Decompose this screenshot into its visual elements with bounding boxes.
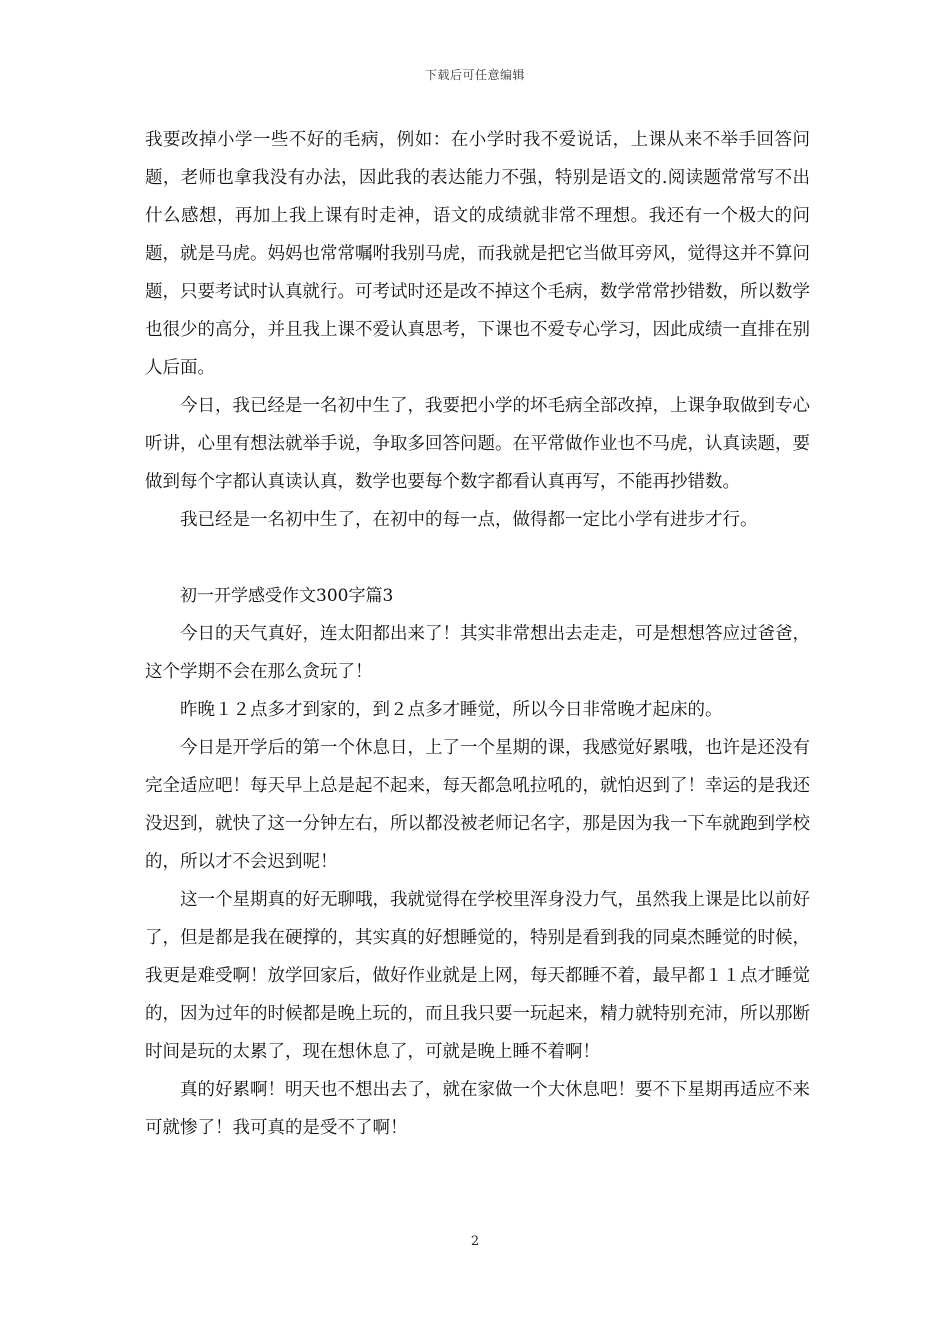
paragraph-4: 今日的天气真好，连太阳都出来了！其实非常想出去走走，可是想想答应过爸爸，这个学期不会在那么贪玩了！ <box>145 624 810 682</box>
page-header: 下载后可任意编辑 <box>424 68 525 82</box>
paragraph-8: 真的好累啊！明天也不想出去了，就在家做一个大休息吧！要不下星期再适应不来可就惨了！我可真的是受不了啊！ <box>145 1080 810 1138</box>
paragraph-7: 这一个星期真的好无聊哦，我就觉得在学校里浑身没力气，虽然我上课是比以前好了，但是都是我在硬撑的，其实真的好想睡觉的，特别是看到我的同桌杰睡觉的时候，我更是难受啊！放学回家后，做好作业就是上网，每天都睡不着，最早都１１点才睡觉的，因为过年的时候都是晚上玩的，而且我只要一玩起来，精力就特别充沛，所以那断时间是玩的太累了，现在想休息了，可就是晚上睡不着啊！ <box>145 890 810 1062</box>
paragraph-5: 昨晚１２点多才到家的，到２点多才睡觉，所以今日非常晚才起床的。 <box>180 700 723 720</box>
paragraph-2: 今日，我已经是一名初中生了，我要把小学的坏毛病全部改掉，上课争取做到专心听讲，心里有想法就举手说，争取多回答问题。在平常做作业也不马虎，认真读题，要做到每个字都认真读认真，数学也要每个数字都看认真再写，不能再抄错数。 <box>145 396 810 492</box>
paragraph-6: 今日是开学后的第一个休息日，上了一个星期的课，我感觉好累哦，也许是还没有完全适应吧！每天早上总是起不起来，每天都急吼拉吼的，就怕迟到了！幸运的是我还没迟到，就快了这一分钟左右，所以都没被老师记名字，那是因为我一下车就跑到学校的，所以才不会迟到呢！ <box>145 738 810 872</box>
document-body <box>145 121 810 1147</box>
section-title: 初一开学感受作文300字篇3 <box>180 586 394 606</box>
paragraph-1: 我要改掉小学一些不好的毛病，例如：在小学时我不爱说话，上课从来不举手回答问题，老师也拿我没有办法，因此我的表达能力不强，特别是语文的.阅读题常常写不出什么感想，再加上我上课有时走神，语文的成绩就非常不理想。我还有一个极大的问题，就是马虎。妈妈也常常嘱咐我别马虎，而我就是把它当做耳旁风，觉得这并不算问题，只要考试时认真就行。可考试时还是改不掉这个毛病，数学常常抄错数，所以数学也很少的高分，并且我上课不爱认真思考，下课也不爱专心学习，因此成绩一直排在别人后面。 <box>145 130 810 378</box>
paragraph-3: 我已经是一名初中生了，在初中的每一点，做得都一定比小学有进步才行。 <box>180 510 758 530</box>
page-number: 2 <box>470 1234 480 1249</box>
section-spacer <box>145 539 810 577</box>
